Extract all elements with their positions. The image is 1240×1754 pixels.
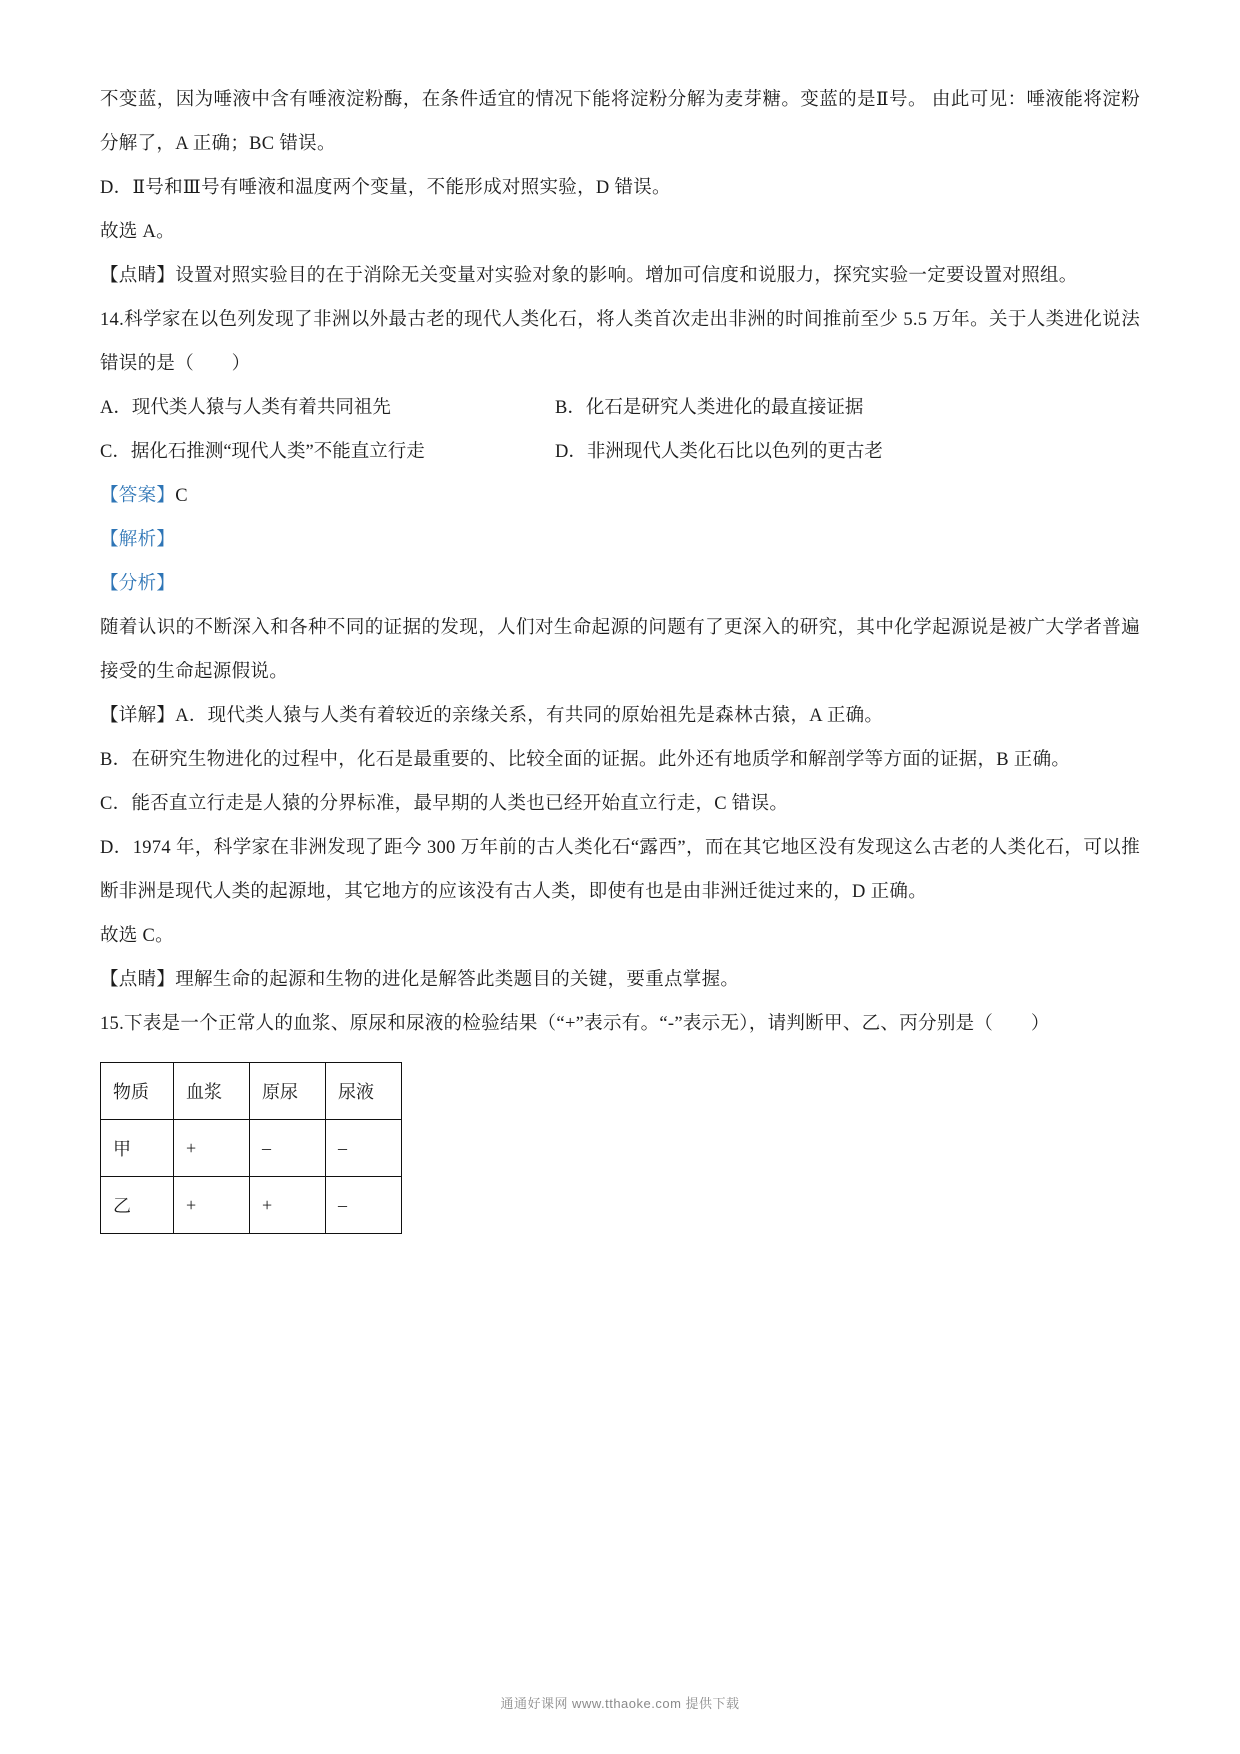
paragraph — [100, 694, 1140, 738]
paragraph — [100, 914, 1140, 958]
table-cell: 物质 — [101, 1063, 174, 1120]
text-run: 【点睛】设置对照实验目的在于消除无关变量对实验对象的影响。增加可信度和说服力，探究实验一定要设置对照组。 — [100, 266, 1078, 286]
text-run: 【点睛】理解生命的起源和生物的进化是解答此类题目的关键，要重点掌握。 — [100, 970, 740, 990]
option-text: D．非洲现代人类化石比以色列的更古老 — [555, 442, 883, 462]
paragraph — [100, 562, 1140, 606]
option-text: C．据化石推测“现代人类”不能直立行走 — [100, 442, 425, 462]
paragraph — [100, 826, 1140, 914]
text-run: B．在研究生物进化的过程中，化石是最重要的、比较全面的证据。此外还有地质学和解剖学等方面的证据，B 正确。 — [100, 750, 1071, 770]
exam-table — [100, 1062, 402, 1234]
text-run: D．1974 年，科学家在非洲发现了距今 300 万年前的古人类化石“露西”，而在其它地区没有发现这么古老的人类化石，可以推断非洲是现代人类的起源地，其它地方的应该没有古人类，即使有也是由非洲迁徙过来的，D 正确。 — [100, 838, 1140, 902]
text-run: D．Ⅱ号和Ⅲ号有唾液和温度两个变量，不能形成对照实验，D 错误。 — [100, 178, 671, 198]
text-run: 不变蓝，因为唾液中含有唾液淀粉酶，在条件适宜的情况下能将淀粉分解为麦芽糖。变蓝的是Ⅱ号。 由此可见：唾液能将淀粉分解了，A 正确；BC 错误。 — [100, 90, 1140, 154]
text-run: 故选 C。 — [100, 926, 174, 946]
table-cell: 原尿 — [250, 1063, 326, 1120]
table-row — [101, 1120, 402, 1177]
text-run: 故选 A。 — [100, 222, 175, 242]
paragraph — [100, 210, 1140, 254]
page-footer: 通通好课网 www.tthaoke.com 提供下载 — [500, 1696, 740, 1711]
paragraph — [100, 474, 1140, 518]
table-cell: + — [174, 1120, 250, 1177]
options-row — [100, 430, 1140, 474]
table-cell: – — [326, 1120, 402, 1177]
table-cell: 尿液 — [326, 1063, 402, 1120]
label-text: 【答案】 — [100, 486, 176, 506]
label-text: 【解析】 — [100, 530, 176, 550]
text-run: C．能否直立行走是人猿的分界标准，最早期的人类也已经开始直立行走，C 错误。 — [100, 794, 789, 814]
text-run: 14.科学家在以色列发现了非洲以外最古老的现代人类化石，将人类首次走出非洲的时间推前至少 5.5 万年。关于人类进化说法错误的是（ ） — [100, 310, 1140, 374]
text-run: 【详解】A．现代类人猿与人类有着较近的亲缘关系，有共同的原始祖先是森林古猿，A 正确。 — [100, 706, 884, 726]
paragraph — [100, 166, 1140, 210]
table-row — [101, 1177, 402, 1234]
paragraph — [100, 298, 1140, 386]
options-row — [100, 386, 1140, 430]
paragraph — [100, 958, 1140, 1002]
paragraph — [100, 518, 1140, 562]
text-run: C — [175, 486, 188, 506]
paragraph — [100, 782, 1140, 826]
table-cell: – — [250, 1120, 326, 1177]
text-run: 随着认识的不断深入和各种不同的证据的发现，人们对生命起源的问题有了更深入的研究，其中化学起源说是被广大学者普遍接受的生命起源假说。 — [100, 618, 1140, 682]
label-text: 【分析】 — [100, 574, 176, 594]
paragraph — [100, 738, 1140, 782]
paragraph — [100, 606, 1140, 694]
option-text: B．化石是研究人类进化的最直接证据 — [555, 398, 864, 418]
table-cell: + — [250, 1177, 326, 1234]
paragraph — [100, 78, 1140, 166]
table-cell: 血浆 — [174, 1063, 250, 1120]
paragraph — [100, 1002, 1140, 1046]
table-cell: 乙 — [101, 1177, 174, 1234]
paragraph — [100, 254, 1140, 298]
text-run: 15.下表是一个正常人的血浆、原尿和尿液的检验结果（“+”表示有。“-”表示无），请判断甲、乙、丙分别是（ ） — [100, 1014, 1050, 1034]
table-cell: + — [174, 1177, 250, 1234]
table-cell: – — [326, 1177, 402, 1234]
table-header-row — [101, 1063, 402, 1120]
table-cell: 甲 — [101, 1120, 174, 1177]
option-text: A．现代类人猿与人类有着共同祖先 — [100, 398, 391, 418]
